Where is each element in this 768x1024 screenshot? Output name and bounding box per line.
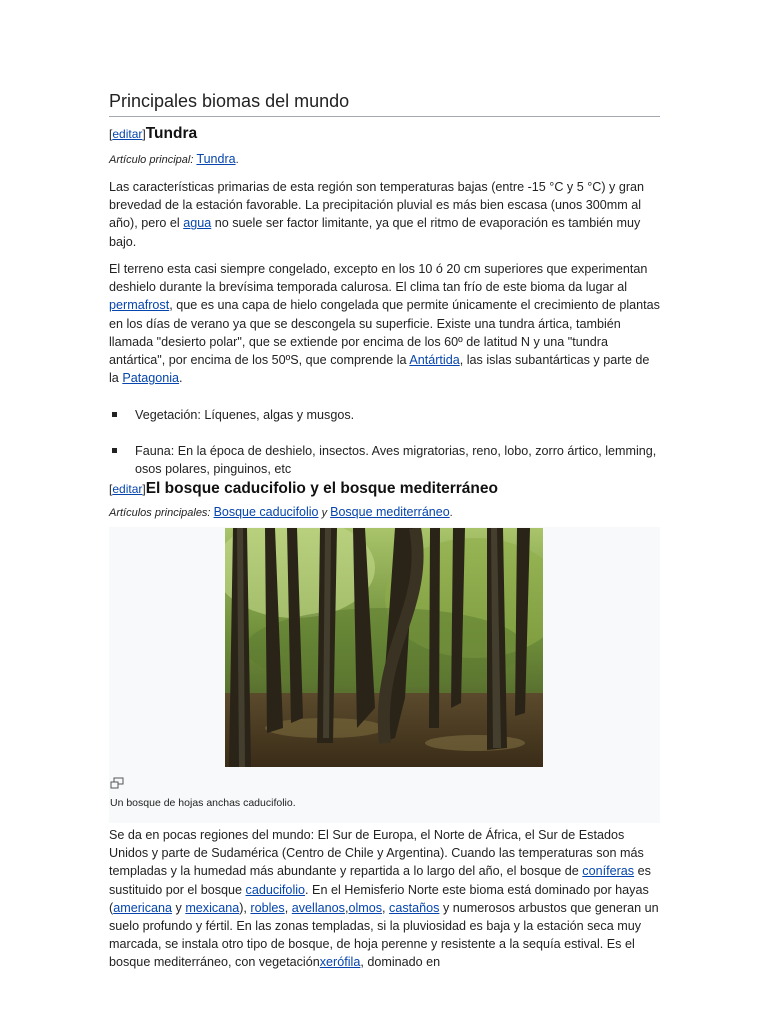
link-avellanos[interactable]: avellanos (291, 900, 345, 915)
forest-image (225, 528, 543, 767)
link-patagonia[interactable]: Patagonia (122, 371, 180, 386)
hatnote-link-bosque-mediterraneo[interactable]: Bosque mediterráneo (330, 505, 450, 519)
magnify-clip-icon[interactable] (110, 777, 124, 789)
link-xerofila[interactable]: xerófila (319, 955, 361, 970)
edit-link[interactable]: editar (112, 127, 143, 141)
heading-text: El bosque caducifolio y el bosque mediterráneo (145, 480, 498, 497)
bullet-icon (112, 412, 117, 417)
list-item: Vegetación: Líquenes, algas y musgos. (109, 406, 660, 424)
section-heading-bosque (109, 480, 660, 498)
bullet-icon (112, 448, 117, 453)
hatnote-link-bosque-caducifolio[interactable]: Bosque caducifolio (213, 505, 319, 519)
link-mexicana[interactable]: mexicana (185, 900, 240, 915)
section-heading-tundra (109, 125, 660, 143)
link-antartida[interactable]: Antártida (409, 353, 460, 368)
edit-link-tundra: [editar] (109, 127, 146, 141)
paragraph-tundra-1: Las características primarias de esta región son temperaturas bajas (entre -15 °C y 5 °C) y gran brevedad de la estación favorable. La precipitación pluvial es más bien escasa (unos 300mm al año), pero el agua no suele ser factor limitante, ya que el ritmo de evaporación es también muy bajo. (109, 180, 645, 249)
link-coniferas[interactable]: coníferas (582, 864, 635, 879)
hatnote-tundra: Artículo principal: Tundra. (109, 152, 239, 166)
paragraph-tundra-2: El terreno esta casi siempre congelado, excepto en los 10 ó 20 cm superiores que experimentan deshielo durante la brevísima temporada calurosa. El clima tan frío de este bioma da lugar al permafrost, que es una capa de hielo congelada que permite únicamente el crecimiento de plantas en los días de verano ya que se descongela su superficie. Existe una tundra ártica, también llamada "desierto polar", que se extiende por encima de los 60º de latitud N y una "tundra antártica", por encima de los 50ºS, que comprende la Antártida, las islas subantárticas y parte de la Patagonia. (109, 262, 660, 386)
link-permafrost[interactable]: permafrost (109, 298, 170, 313)
image-thumbnail (109, 527, 660, 823)
link-agua[interactable]: agua (183, 216, 212, 231)
hatnote-link-tundra[interactable]: Tundra (196, 152, 236, 166)
link-olmos[interactable]: olmos (348, 900, 383, 915)
paragraph-bosque-1: Se da en pocas regiones del mundo: El Sur de Europa, el Norte de África, el Sur de Estados Unidos y parte de Sudamérica (Centro de Chile y Argentina). Cuando las temperaturas son más templadas y la humedad más abundante y repartida a lo largo del año, el bosque de coníferas es sustituido por el bosque caducifolio. En el Hemisferio Norte este bioma está dominado por hayas (americana y mexicana), robles, avellanos,olmos, castaños y numerosos arbustos que generan un suelo profundo y fértil. En las zonas templadas, si la pluviosidad es baja y la estación seca muy marcada, se instala otro tipo de bosque, de hoja perenne y resistente a la sequía estival. Es el bosque mediterráneo, con vegetaciónxerófila, dominado en (109, 828, 659, 970)
heading-text: Tundra (145, 125, 198, 142)
page-title: Principales biomas del mundo (109, 91, 660, 117)
forest-photo[interactable] (225, 528, 543, 767)
link-robles[interactable]: robles (250, 900, 285, 915)
link-americana[interactable]: americana (113, 900, 173, 915)
hatnote-prefix: Artículos principales: (109, 507, 211, 519)
link-castanos[interactable]: castaños (389, 900, 440, 915)
hatnote-bosque: Artículos principales: Bosque caducifolio y Bosque mediterráneo. (109, 505, 453, 519)
edit-link[interactable]: editar (112, 482, 143, 496)
edit-link-bosque: [editar] (109, 482, 146, 496)
list-item: Fauna: En la época de deshielo, insectos. Aves migratorias, reno, lobo, zorro ártico, lemming, osos polares, pinguinos, etc (109, 442, 660, 478)
hatnote-prefix: Artículo principal: (109, 154, 194, 166)
image-caption: Un bosque de hojas anchas caducifolio. (110, 797, 296, 809)
link-caducifolio[interactable]: caducifolio (245, 882, 306, 897)
